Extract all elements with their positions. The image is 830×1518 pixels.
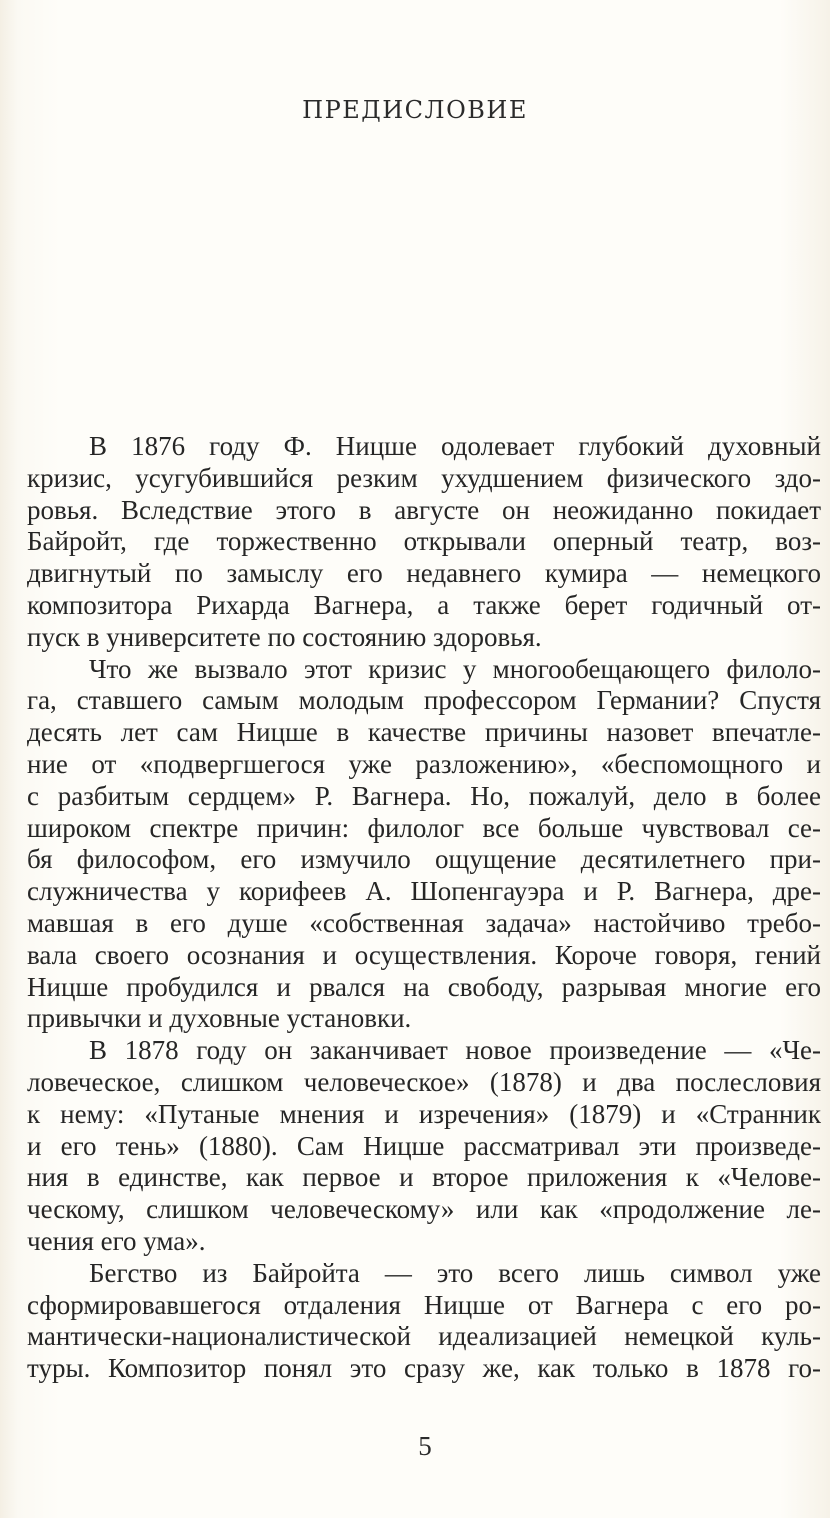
paragraph-4 [27, 1257, 821, 1385]
text-line: бя философом, его измучило ощущение десятилетнего при- [27, 844, 821, 875]
paragraph-1 [27, 431, 821, 654]
text-line: пуск в университете по состоянию здоровья. [27, 621, 542, 652]
text-line: В 1876 году Ф. Ницше одолевает глубокий духовный [89, 431, 821, 461]
text-line: ние от «подвергшегося уже разложению», «беспомощного и [27, 748, 821, 779]
text-line: композитора Рихарда Вагнера, а также берет годичный от- [27, 589, 821, 620]
body-text [27, 431, 821, 1385]
text-line: туры. Композитор понял это сразу же, как только в 1878 го- [27, 1353, 821, 1384]
text-line: вала своего осознания и осуществления. Короче говоря, гений [27, 939, 821, 970]
text-line: ловеческое, слишком человеческое» (1878) и два послесловия [27, 1066, 821, 1097]
text-line: Бегство из Байройта — это всего лишь символ уже [89, 1257, 821, 1288]
text-line: к нему: «Путаные мнения и изречения» (1879) и «Странник [27, 1098, 821, 1129]
text-line: кризис, усугубившийся резким ухудшением физического здо- [27, 462, 821, 493]
text-line: ния в единстве, как первое и второе приложения к «Челове- [27, 1162, 821, 1193]
text-line: двигнутый по замыслу его недавнего кумира — немецкого [27, 558, 821, 589]
text-line: чения его ума». [27, 1225, 206, 1256]
text-line: мантически-националистической идеализацией немецкой куль- [27, 1321, 821, 1352]
text-line: с разбитым сердцем» Р. Вагнера. Но, пожалуй, дело в более [27, 780, 821, 811]
text-line: десять лет сам Ницше в качестве причины назовет впечатле- [27, 717, 821, 748]
text-line: широком спектре причин: филолог все больше чувствовал се- [27, 812, 821, 843]
page-title: ПРЕДИСЛОВИЕ [302, 96, 528, 124]
text-line: ческому, слишком человеческому» или как «продолжение ле- [27, 1194, 821, 1225]
text-line: мавшая в его душе «собственная задача» настойчиво требо- [27, 907, 821, 938]
page-number: 5 [418, 1431, 432, 1461]
text-line: В 1878 году он заканчивает новое произведение — «Че- [89, 1035, 821, 1066]
paragraph-2 [27, 653, 821, 1036]
text-line: привычки и духовные установки. [27, 1003, 412, 1034]
text-line: Байройт, где торжественно открывали оперный театр, воз- [27, 526, 821, 557]
text-line: сформировавшегося отдаления Ницше от Вагнера с его ро- [27, 1289, 821, 1320]
text-line: и его тень» (1880). Сам Ницше рассматривал эти произведе- [27, 1130, 821, 1161]
text-line: Ницше пробудился и рвался на свободу, разрывая многие его [27, 971, 821, 1002]
paragraph-3 [27, 1035, 821, 1258]
text-line: га, ставшего самым молодым профессором Германии? Спустя [27, 685, 821, 716]
text-line: служничества у корифеев А. Шопенгауэра и Р. Вагнера, дре- [27, 876, 821, 907]
text-line: Что же вызвало этот кризис у многообещающего филоло- [89, 653, 821, 684]
text-line: ровья. Вследствие этого в августе он неожиданно покидает [27, 494, 821, 525]
